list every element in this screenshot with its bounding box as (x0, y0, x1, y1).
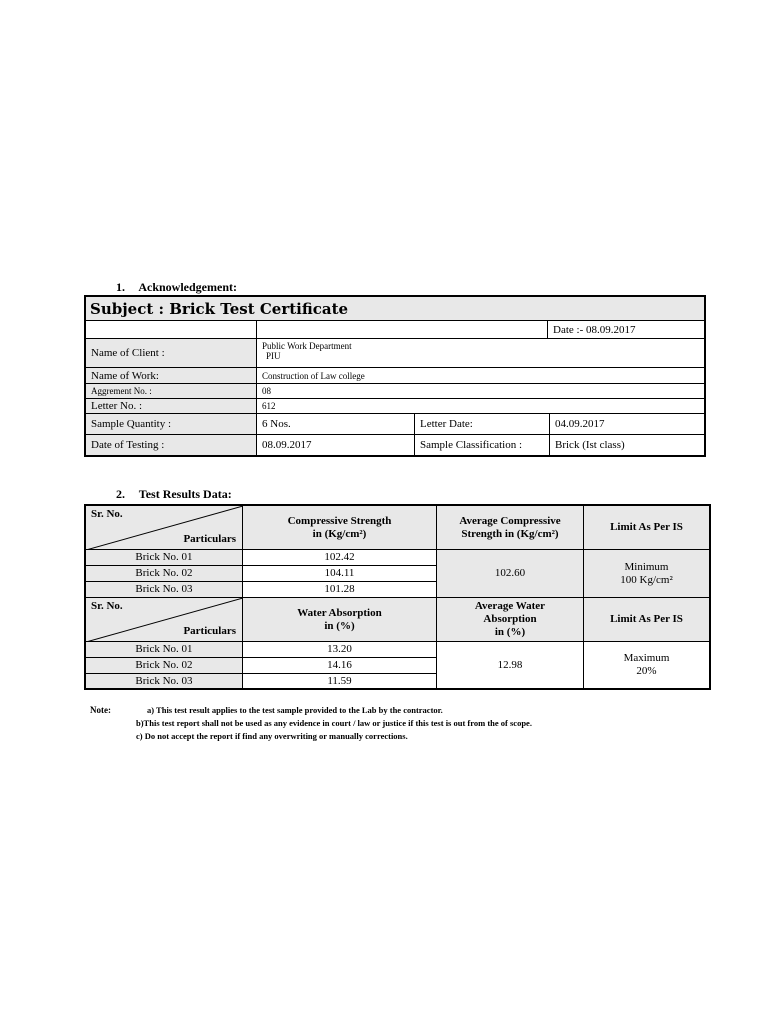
compressive-header (243, 506, 437, 550)
average-water-header (437, 598, 584, 642)
letter-date-value: 04.09.2017 (550, 414, 704, 435)
particulars-label: Particulars (183, 533, 236, 545)
water-limit (584, 642, 709, 688)
classification-value: Brick (Ist class) (550, 435, 704, 455)
brick-label: Brick No. 01 (86, 642, 243, 658)
section-title: Test Results Data: (138, 487, 232, 501)
test-results-table (84, 504, 711, 690)
compressive-value: 104.11 (243, 566, 437, 582)
section-heading-test-results (116, 487, 232, 502)
client-line1: Public Work Department (262, 341, 352, 351)
classification-label: Sample Classification : (415, 435, 550, 455)
srno-particulars-header (86, 598, 243, 642)
testing-date-row (86, 435, 704, 455)
sample-quantity-label: Sample Quantity : (86, 414, 257, 435)
average-water-line3: in (%) (494, 626, 526, 638)
compressive-value: 101.28 (243, 582, 437, 598)
subject-row (86, 297, 704, 321)
work-row (86, 368, 704, 384)
blank-cell (257, 321, 548, 339)
note-line-c: c) Do not accept the report if find any overwriting or manually corrections. (136, 731, 408, 741)
letter-no-value: 612 (257, 399, 704, 414)
average-compressive-line1: Average Compressive (459, 514, 561, 527)
water-value: 11.59 (243, 674, 437, 688)
average-compressive-header (437, 506, 584, 550)
note-line-b: b)This test report shall not be used as any evidence in court / law or justice if this test is out from the of scope. (136, 718, 532, 728)
average-water-line1: Average Water (474, 600, 546, 612)
limit-header-water: Limit As Per IS (584, 598, 709, 642)
blank-cell (86, 321, 257, 339)
water-absorption-header (243, 598, 437, 642)
water-header-line1: Water Absorption (297, 606, 382, 619)
compressive-limit-line2: 100 Kg/cm² (620, 573, 673, 586)
client-row (86, 339, 704, 368)
section-number: 2. (116, 487, 125, 501)
section-title: Acknowledgement: (138, 280, 237, 294)
compressive-value: 102.42 (243, 550, 437, 566)
letter-no-row (86, 399, 704, 414)
brick-label: Brick No. 03 (86, 582, 243, 598)
brick-label: Brick No. 03 (86, 674, 243, 688)
testing-date-value: 08.09.2017 (257, 435, 415, 455)
particulars-label: Particulars (183, 625, 236, 637)
water-value: 14.16 (243, 658, 437, 674)
subject-title: Subject : Brick Test Certificate (86, 297, 704, 321)
agreement-label: Aggrement No. : (86, 384, 257, 399)
note-label: Note: (90, 705, 111, 715)
srno-particulars-header (86, 506, 243, 550)
water-limit-line2: 20% (636, 665, 657, 677)
client-line2: PIU (266, 351, 281, 361)
note-line-a: a) This test result applies to the test sample provided to the Lab by the contractor. (147, 705, 443, 715)
letter-date-label: Letter Date: (415, 414, 550, 435)
water-value: 13.20 (243, 642, 437, 658)
letter-no-label: Letter No. : (86, 399, 257, 414)
work-value: Construction of Law college (257, 368, 704, 384)
sample-quantity-row (86, 414, 704, 435)
work-label: Name of Work: (86, 368, 257, 384)
water-header-line2: in (%) (324, 619, 355, 632)
water-limit-line1: Maximum (623, 652, 670, 664)
compressive-limit (584, 550, 709, 598)
average-compressive-line2: Strength in (Kg/cm²) (461, 527, 559, 540)
compressive-limit-line1: Minimum (624, 560, 669, 573)
compressive-header-line2: in (Kg/cm²) (312, 527, 367, 540)
limit-header-compressive: Limit As Per IS (584, 506, 709, 550)
srno-label: Sr. No. (91, 600, 123, 612)
certificate-table (84, 295, 706, 457)
section-heading-acknowledgement (116, 280, 237, 295)
section-number: 1. (116, 280, 125, 294)
date-row (86, 321, 704, 339)
average-water-line2: Absorption (483, 613, 537, 625)
client-label: Name of Client : (86, 339, 257, 368)
agreement-row (86, 384, 704, 399)
average-compressive-value: 102.60 (437, 550, 584, 598)
brick-label: Brick No. 02 (86, 566, 243, 582)
certificate-date: Date :- 08.09.2017 (548, 321, 704, 339)
brick-label: Brick No. 02 (86, 658, 243, 674)
sample-quantity-value: 6 Nos. (257, 414, 415, 435)
average-water-value: 12.98 (437, 642, 584, 688)
compressive-header-line1: Compressive Strength (287, 514, 392, 527)
agreement-value: 08 (257, 384, 704, 399)
testing-date-label: Date of Testing : (86, 435, 257, 455)
srno-label: Sr. No. (91, 508, 123, 520)
brick-label: Brick No. 01 (86, 550, 243, 566)
client-value (257, 339, 704, 368)
